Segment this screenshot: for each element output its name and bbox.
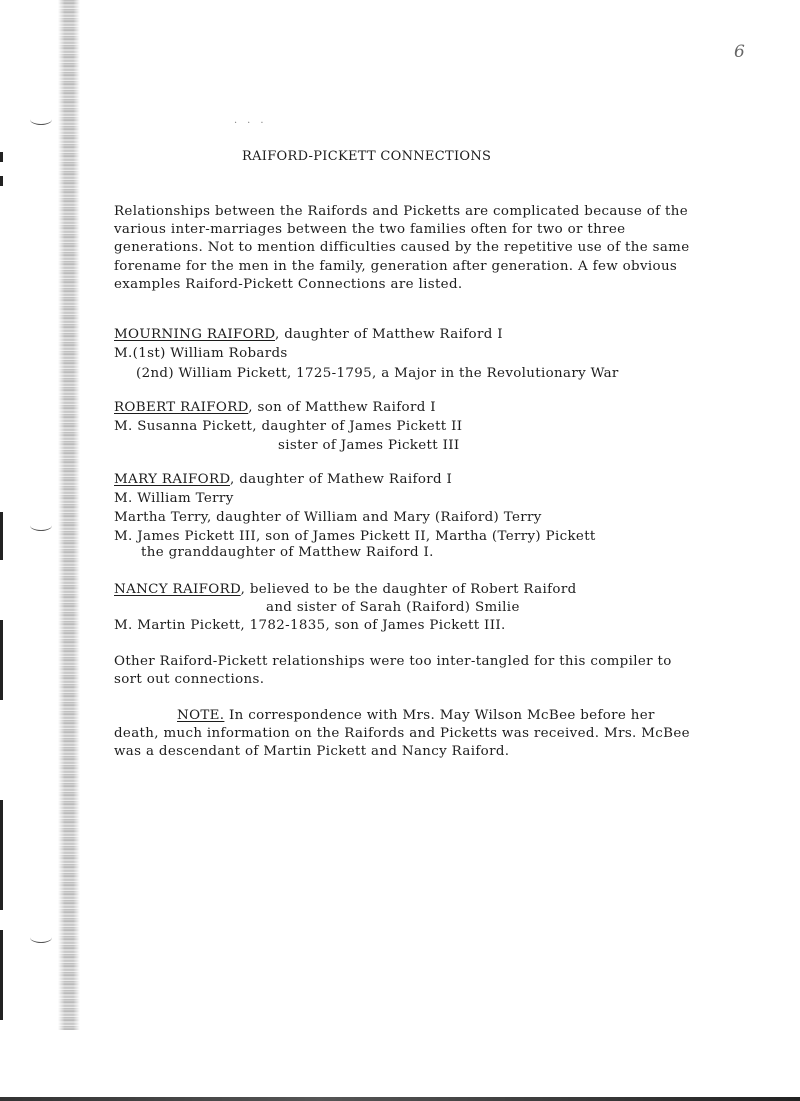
edge-mark: [0, 512, 3, 560]
page-number: 6: [734, 42, 745, 62]
note-text: In correspondence with Mrs. May Wilson McBee before her death, much information on the Raifords and Picketts was received. Mrs. McBee was a descendant of Martin Pickett and Nancy Raiford.: [114, 708, 690, 760]
entry-nancy-heading: [114, 582, 577, 597]
entry-name: MOURNING RAIFORD: [114, 327, 275, 342]
edge-mark: [0, 620, 3, 700]
entry-mary-heading: [114, 472, 452, 487]
page-title: RAIFORD-PICKETT CONNECTIONS: [242, 149, 492, 164]
entry-heading-rest: , daughter of Matthew Raiford I: [275, 327, 503, 342]
note-label: NOTE.: [177, 708, 225, 723]
entry-line: the granddaughter of Matthew Raiford I.: [141, 545, 434, 560]
entry-mourning-heading: [114, 327, 503, 342]
binding-edge: [58, 0, 80, 1030]
entry-name: NANCY RAIFORD: [114, 582, 241, 597]
entry-heading-rest: , daughter of Mathew Raiford I: [230, 472, 453, 487]
entry-line: M.(1st) William Robards: [114, 346, 288, 361]
entry-heading-rest: , believed to be the daughter of Robert Raiford: [240, 582, 577, 597]
punch-hole-mark: [30, 932, 52, 943]
entry-line: M. Martin Pickett, 1782-1835, son of James Pickett III.: [114, 618, 506, 633]
edge-mark: [0, 152, 3, 162]
entry-line: M. James Pickett III, son of James Pickett II, Martha (Terry) Pickett: [114, 529, 596, 544]
entry-line: (2nd) William Pickett, 1725-1795, a Major in the Revolutionary War: [136, 366, 619, 381]
note-paragraph: [114, 707, 696, 762]
speck-marks: ···: [234, 118, 274, 129]
entry-heading-rest: , son of Matthew Raiford I: [248, 400, 436, 415]
punch-hole-mark: [30, 114, 52, 125]
entry-name: ROBERT RAIFORD: [114, 400, 249, 415]
entry-name: MARY RAIFORD: [114, 472, 230, 487]
edge-mark: [0, 800, 3, 910]
edge-mark: [0, 930, 3, 1020]
entry-line: M. William Terry: [114, 491, 234, 506]
punch-hole-mark: [30, 520, 52, 531]
edge-mark: [0, 176, 3, 186]
entry-line: M. Susanna Pickett, daughter of James Pickett II: [114, 419, 463, 434]
closing-paragraph: Other Raiford-Pickett relationships were too inter-tangled for this compiler to sort out connections.: [114, 654, 672, 688]
entry-line: sister of James Pickett III: [278, 438, 460, 453]
entry-robert-heading: [114, 400, 436, 415]
entry-line: Martha Terry, daughter of William and Mary (Raiford) Terry: [114, 510, 542, 525]
intro-paragraph: Relationships between the Raifords and Picketts are complicated because of the various inter-marriages between the two families often for two or three generations. Not to mention difficulties caused by the repetitive use of the same forename for the men in the family, generation after generation. A few obvious examples Raiford-Pickett Connections are listed.: [114, 204, 690, 292]
scan-bottom-edge: [0, 1097, 800, 1101]
entry-line: and sister of Sarah (Raiford) Smilie: [266, 600, 520, 615]
